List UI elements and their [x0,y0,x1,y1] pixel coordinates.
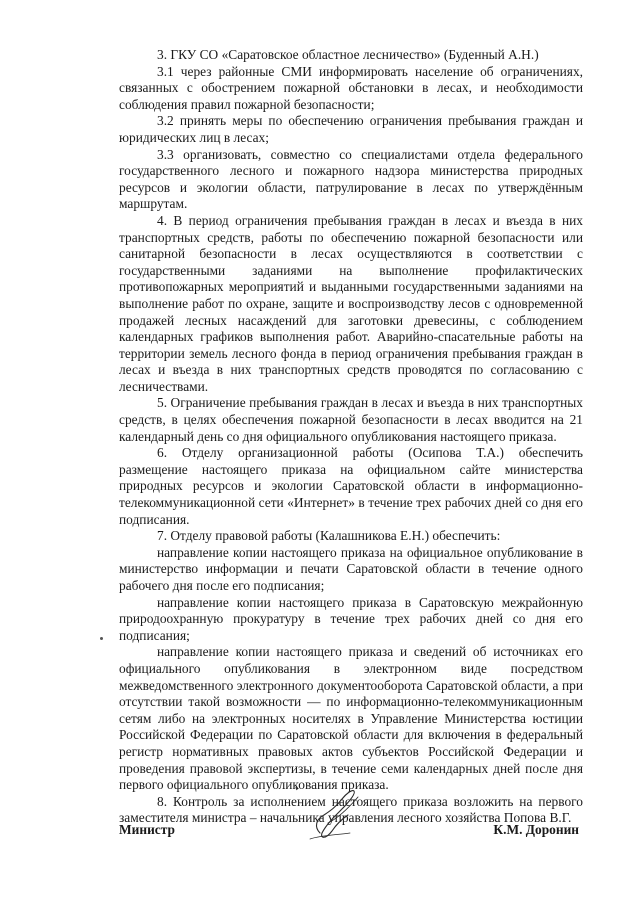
paragraph-7-item-1: направление копии настоящего приказа на официальное опубликование в министерство информации и печати Саратовской области в течение одного рабочего дня после его подписания; [119,544,583,593]
paragraph-3: 3. ГКУ СО «Саратовское областное лесничество» (Буденный А.Н.) [157,47,539,62]
signature-block [119,822,583,842]
signatory-title: Министр [119,822,175,837]
signatory-name: К.М. Доронин [493,822,579,837]
paragraph-3-2: 3.2 принять меры по обеспечению ограничения пребывания граждан и юридических лиц в лесах; [119,113,583,145]
document-body [119,47,583,827]
paragraph-7-item-3: направление копии настоящего приказа и сведений об источниках его официального опубликования в электронном виде посредством межведомственного электронного документооборота Саратовской области, а при отсутствии такой возможности — по информационно-телекоммуникационным сетям либо на электронных носителях в Управление Министерства юстиции Российской Федерации по Саратовской области для включения в федеральный регистр нормативных правовых актов субъектов Российской Федерации и проведения правовой экспертизы, в течение семи календарных дней после дня первого официального опубликования приказа. [119,644,583,793]
margin-mark [100,637,103,640]
paragraph-7: 7. Отделу правовой работы (Калашникова Е.Н.) обеспечить: [157,528,501,544]
paragraph-3-3: 3.3 организовать, совместно со специалистами отдела федерального государственного лесного и пожарного надзора министерства природных ресурсов и экологии области, патрулирование в лесах по утверждённым маршрутам. [119,146,583,212]
paragraph-5: 5. Ограничение пребывания граждан в лесах и въезда в них транспортных средств, в целях обеспечения пожарной безопасности в лесах вводится на 21 календарный день со дня официального опубликования настоящего приказа. [119,395,583,444]
paragraph-8: 8. Контроль за исполнением настоящего приказа возложить на первого заместителя министра – начальника управления лесного хозяйства Попова В.Г. [119,793,583,826]
paragraph-3-1: 3.1 через районные СМИ информировать население об ограничениях, связанных с обострением пожарной обстановки в лесах, и необходимости соблюдения правил пожарной безопасности; [119,63,583,112]
paragraph-4: 4. В период ограничения пребывания граждан в лесах и въезда в них транспортных средств, работы по обеспечению пожарной безопасности или санитарной безопасности в лесах осуществляются в соответствии с государственными заданиями на выполнение профилактических противопожарных мероприятий и выданными государственными заданиями на выполнение работ по охране, защите и воспроизводству лесов с одновременной продажей лесных насаждений для заготовки древесины, с соблюдением календарных графиков выполнения работ. Аварийно-спасательные работы на территории земель лесного фонда в период ограничения пребывания граждан в лесах и въезда в них транспортных средств проводятся по согласованию с лесничествами. [119,212,583,394]
paragraph-7-item-2: направление копии настоящего приказа в Саратовскую межрайонную природоохранную прокуратуру в течение трех рабочих дней со дня его подписания; [119,594,583,643]
paragraph-6: 6. Отделу организационной работы (Осипова Т.А.) обеспечить размещение настоящего приказа на официальном сайте министерства природных ресурсов и экологии Саратовской области в информационно-телекоммуникационной сети «Интернет» в течение трех рабочих дней со дня его подписания. [119,445,583,527]
